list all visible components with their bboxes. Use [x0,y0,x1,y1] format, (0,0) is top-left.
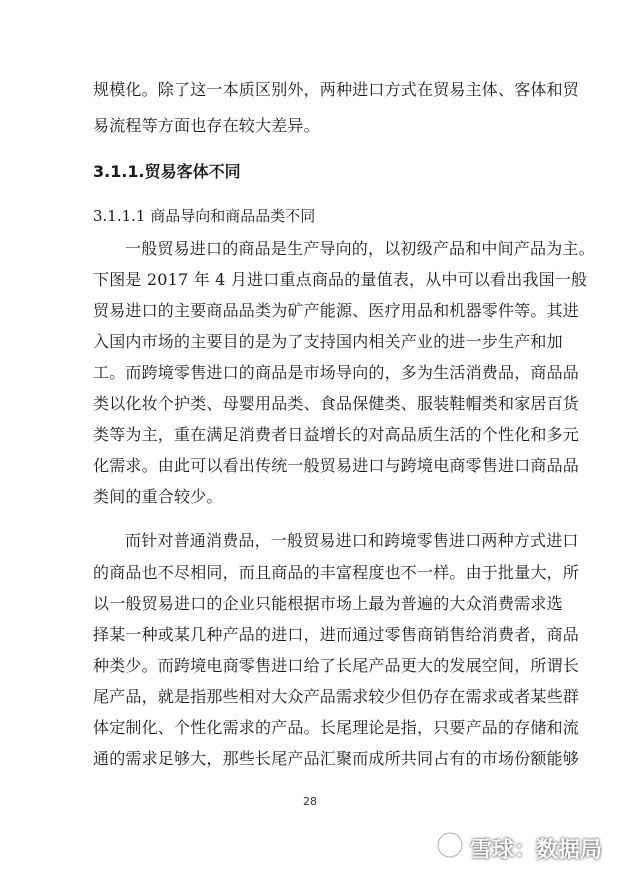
intro-line: 规模化。除了这一本质区别外，两种进口方式在贸易主体、客体和贸 [93,80,580,99]
paragraph-line: 的商品也不尽相同，而且商品的丰富程度也不一样。由于批量大，所 [93,563,580,582]
paragraph-line: 类间的重合较少。 [93,487,223,506]
paragraph-line: 类等为主，重在满足消费者日益增长的对高品质生活的个性化和多元 [93,425,580,444]
paragraph-line: 入国内市场的主要目的是为了支持国内相关产业的进一步生产和加 [93,332,563,351]
snowball-logo-icon [436,831,464,865]
page-number: 28 [303,795,317,808]
subsection-heading: 3.1.1.1 商品导向和商品品类不同 [93,207,316,225]
paragraph-line: 一般贸易进口的商品是生产导向的，以初级产品和中间产品为主。 [125,239,595,258]
paragraph-line: 工。而跨境零售进口的商品是市场导向的，多为生活消费品，商品品 [93,363,580,382]
paragraph-line: 下图是 2017 年 4 月进口重点商品的量值表，从中可以看出我国一般 [93,270,588,289]
paragraph-line: 贸易进口的主要商品品类为矿产能源、医疗用品和机器零件等。其进 [93,301,580,320]
paragraph-line: 种类少。而跨境电商零售进口给了长尾产品更大的发展空间，所谓长 [93,656,580,675]
paragraph-line: 体定制化、个性化需求的产品。长尾理论是指，只要产品的存储和流 [93,718,580,737]
paragraph-line: 类以化妆个护类、母婴用品类、食品保健类、服装鞋帽类和家居百货 [93,394,580,413]
paragraph-line: 以一般贸易进口的企业只能根据市场上最为普遍的大众消费需求选 [93,594,563,613]
paragraph-line: 化需求。由此可以看出传统一般贸易进口与跨境电商零售进口商品品 [93,456,580,475]
paragraph-line: 而针对普通消费品，一般贸易进口和跨境零售进口两种方式进口 [125,531,579,550]
section-heading: 3.1.1.贸易客体不同 [93,162,241,181]
watermark [436,831,602,865]
paragraph-line: 通的需求足够大，那些长尾产品汇聚而成所共同占有的市场份额能够 [93,749,580,768]
paragraph-line: 择某一种或某几种产品的进口，进而通过零售商销售给消费者，商品 [93,625,580,644]
paragraph-line: 尾产品，就是指那些相对大众产品需求较少但仍存在需求或者某些群 [93,687,580,706]
intro-line: 易流程等方面也存在较大差异。 [93,116,320,135]
watermark-text: 雪球：数据局 [469,837,602,863]
